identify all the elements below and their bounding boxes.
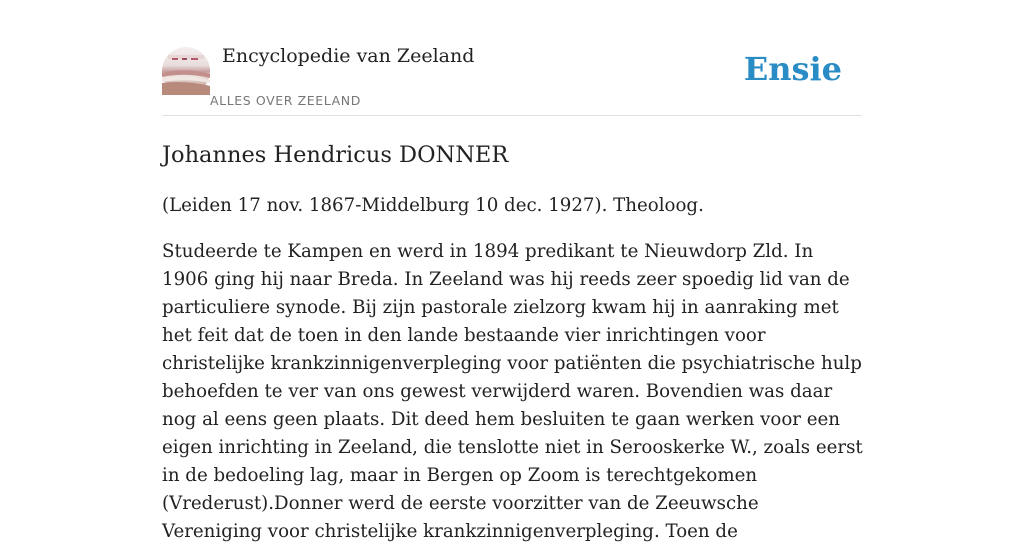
ensie-logo-link[interactable]: Ensie [743, 50, 842, 88]
encyclopedia-avatar[interactable] [162, 47, 210, 95]
article-body: Studeerde te Kampen en werd in 1894 predikant te Nieuwdorp Zld. In 1906 ging hij naar Breda. In Zeeland was hij reeds zeer spoedig lid van de particuliere synode. Bij zijn pastorale zielzorg kwam hij in aanraking met het feit dat de toen in den lande bestaande vier inrichtingen voor christelijke krankzinnigenverpleging voor patiënten die psychiatrische hulp behoefden te ver van ons gewest verwijderd waren. Bovendien was daar nog al eens geen plaats. Dit deed hem besluiten te gaan werken voor een eigen inrichting in Zeeland, die tenslotte niet in Serooskerke W., zoals eerst in de bedoeling lag, maar in Bergen op Zoom is terechtgekomen (Vrederust).Donner werd de eerste voorzitter van de Zeeuwsche Vereniging voor christelijke krankzinnigenverpleging. Toen de [162, 241, 863, 542]
site-header [162, 0, 862, 116]
article [162, 140, 864, 546]
site-subtitle: ALLES OVER ZEELAND [210, 93, 361, 108]
site-title[interactable]: Encyclopedie van Zeeland [222, 45, 475, 67]
article-title: Johannes Hendricus DONNER [162, 142, 509, 168]
article-lead: (Leiden 17 nov. 1867-Middelburg 10 dec. 1927). Theoloog. [162, 195, 704, 216]
book-pages-image [162, 47, 210, 95]
